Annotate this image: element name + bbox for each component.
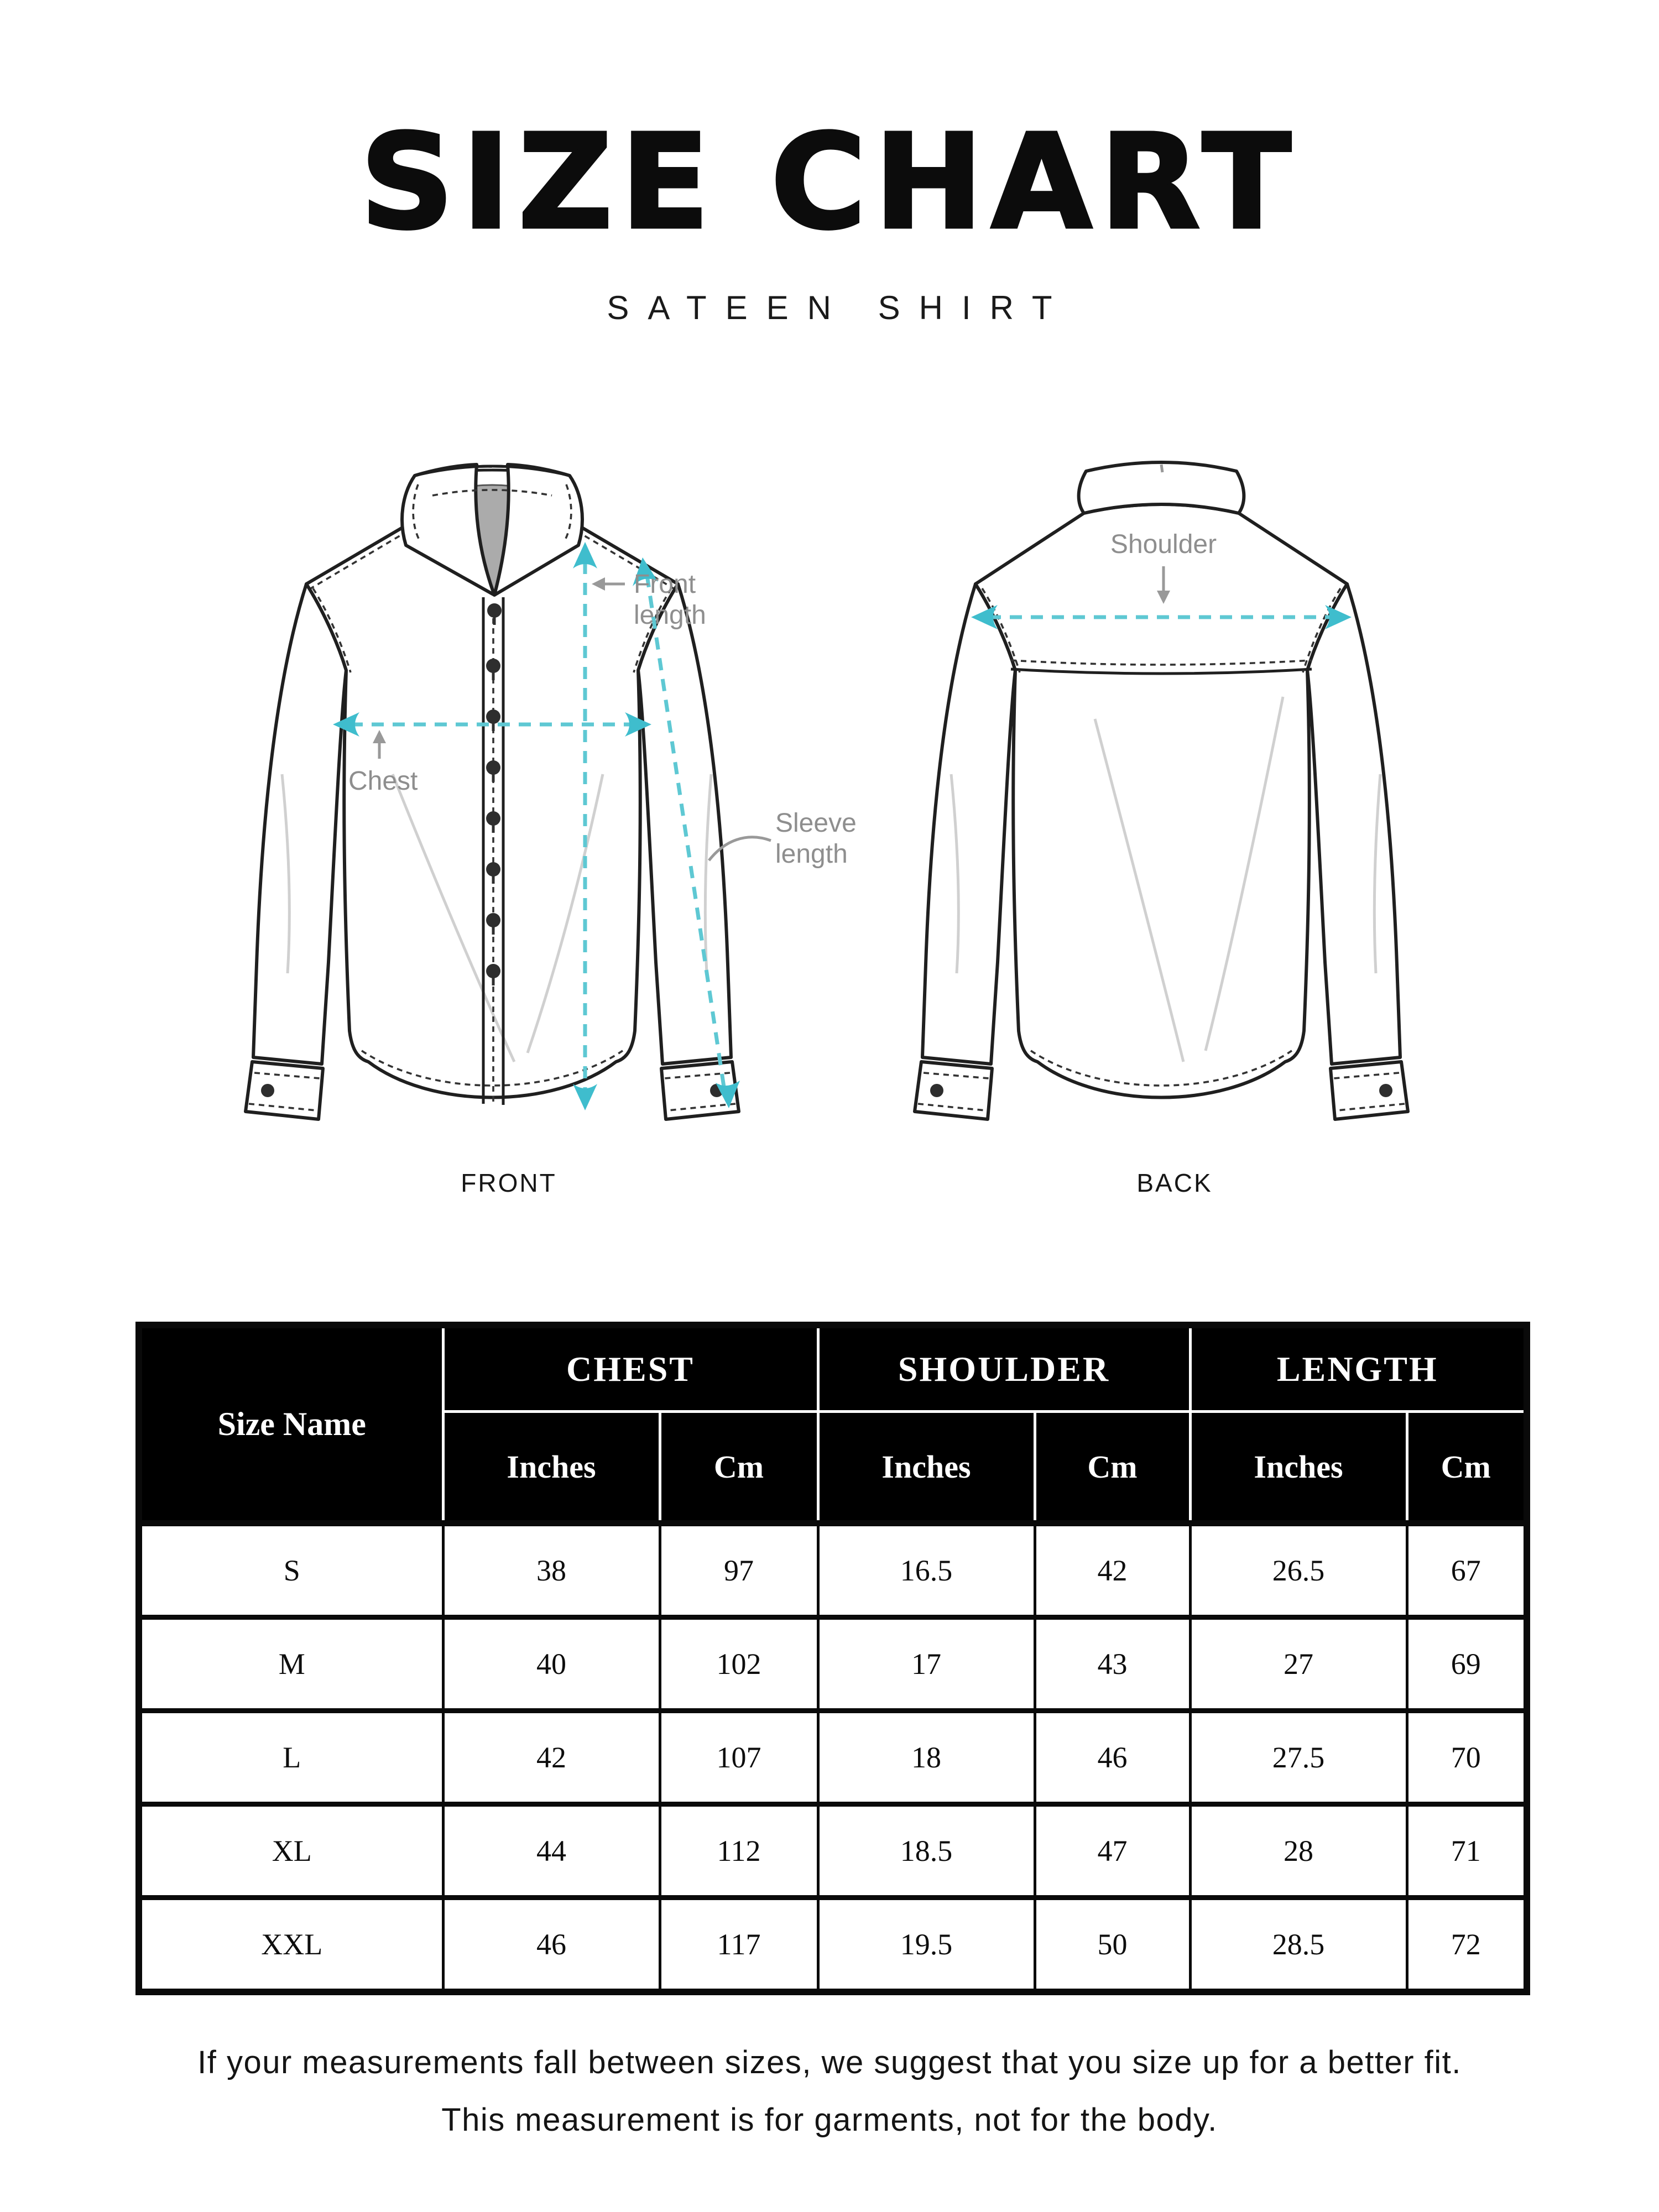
value-cell: 28.5 — [1190, 1898, 1407, 1992]
svg-text:length: length — [634, 601, 706, 630]
size-cell: M — [139, 1618, 443, 1711]
value-cell: 50 — [1035, 1898, 1190, 1992]
header-size-name: Size Name — [139, 1325, 443, 1524]
size-table-header — [139, 1325, 1527, 1524]
size-cell: XXL — [139, 1898, 443, 1992]
header-length: LENGTH — [1190, 1325, 1527, 1412]
svg-text:Sleeve: Sleeve — [775, 808, 857, 838]
header-shoulder: SHOULDER — [818, 1325, 1190, 1412]
header-chest: CHEST — [443, 1325, 818, 1412]
value-cell: 112 — [660, 1804, 818, 1898]
value-cell: 27.5 — [1190, 1711, 1407, 1804]
size-cell: L — [139, 1711, 443, 1804]
value-cell: 16.5 — [818, 1524, 1035, 1618]
value-cell: 19.5 — [818, 1898, 1035, 1992]
sleeve-length-label — [709, 808, 857, 869]
fit-advice-line2: This measurement is for garments, not for the body. — [441, 2102, 1218, 2138]
value-cell: 44 — [443, 1804, 660, 1898]
value-cell: 18 — [818, 1711, 1035, 1804]
table-row-l — [139, 1711, 1527, 1804]
table-row-m — [139, 1618, 1527, 1711]
value-cell: 42 — [1035, 1524, 1190, 1618]
value-cell: 26.5 — [1190, 1524, 1407, 1618]
value-cell: 27 — [1190, 1618, 1407, 1711]
value-cell: 72 — [1407, 1898, 1527, 1992]
header-length-inches: Inches — [1190, 1412, 1407, 1524]
svg-text:Front: Front — [634, 570, 696, 599]
value-cell: 17 — [818, 1618, 1035, 1711]
value-cell: 28 — [1190, 1804, 1407, 1898]
value-cell: 97 — [660, 1524, 818, 1618]
page-subtitle: SATEEN SHIRT — [607, 289, 1071, 326]
front-shirt-diagram — [238, 442, 901, 1161]
value-cell: 71 — [1407, 1804, 1527, 1898]
value-cell: 40 — [443, 1618, 660, 1711]
fit-advice — [0, 2034, 1659, 2149]
fit-advice-line1: If your measurements fall between sizes, we suggest that you size up for a better fit. — [197, 2044, 1462, 2080]
back-label: BACK — [1136, 1168, 1213, 1197]
header-chest-cm: Cm — [660, 1412, 818, 1524]
value-cell: 18.5 — [818, 1804, 1035, 1898]
value-cell: 38 — [443, 1524, 660, 1618]
size-table — [135, 1322, 1530, 1995]
svg-text:length: length — [775, 839, 848, 869]
value-cell: 70 — [1407, 1711, 1527, 1804]
header-shoulder-cm: Cm — [1035, 1412, 1190, 1524]
svg-text:Chest: Chest — [348, 766, 418, 796]
value-cell: 67 — [1407, 1524, 1527, 1618]
value-cell: 43 — [1035, 1618, 1190, 1711]
back-shirt-diagram — [896, 442, 1537, 1161]
front-label: FRONT — [461, 1168, 557, 1197]
back-shirt-drawing — [915, 462, 1408, 1119]
header-chest-inches: Inches — [443, 1412, 660, 1524]
value-cell: 107 — [660, 1711, 818, 1804]
value-cell: 46 — [443, 1898, 660, 1992]
table-row-s — [139, 1524, 1527, 1618]
value-cell: 102 — [660, 1618, 818, 1711]
value-cell: 69 — [1407, 1618, 1527, 1711]
size-cell: XL — [139, 1804, 443, 1898]
page-title: SIZE CHART — [360, 106, 1299, 258]
value-cell: 46 — [1035, 1711, 1190, 1804]
table-row-xxl — [139, 1898, 1527, 1992]
svg-text:Shoulder: Shoulder — [1110, 530, 1217, 559]
value-cell: 117 — [660, 1898, 818, 1992]
table-row-xl — [139, 1804, 1527, 1898]
header-shoulder-inches: Inches — [818, 1412, 1035, 1524]
value-cell: 47 — [1035, 1804, 1190, 1898]
header-length-cm: Cm — [1407, 1412, 1527, 1524]
value-cell: 42 — [443, 1711, 660, 1804]
front-shirt-drawing — [246, 465, 739, 1119]
size-cell: S — [139, 1524, 443, 1618]
